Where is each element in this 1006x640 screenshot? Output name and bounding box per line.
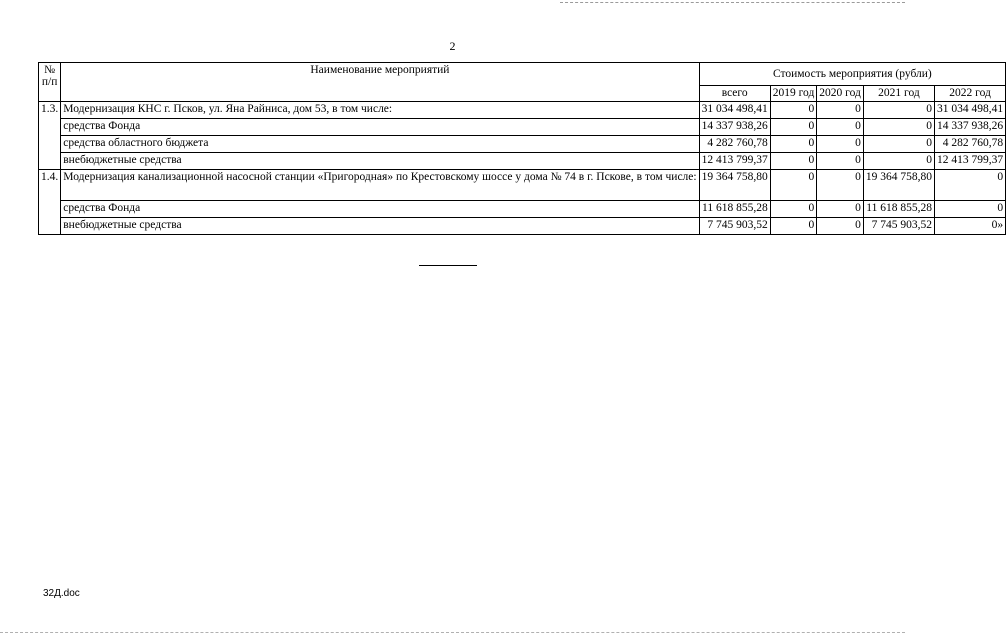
cell-2022: 31 034 498,41 — [935, 102, 1006, 119]
cell-2020: 0 — [817, 201, 864, 218]
cell-total: 4 282 760,78 — [699, 136, 770, 153]
cell-total: 7 745 903,52 — [699, 218, 770, 235]
table-row — [39, 136, 1006, 153]
header-num: № п/п — [39, 63, 61, 102]
row-name: средства областного бюджета — [61, 136, 699, 153]
end-divider — [419, 265, 477, 266]
row-name: внебюджетные средства — [61, 218, 699, 235]
page-number: 2 — [449, 39, 456, 53]
cell-2019: 0 — [770, 119, 817, 136]
cell-2020: 0 — [817, 136, 864, 153]
row-name: средства Фонда — [61, 201, 699, 218]
cell-total: 14 337 938,26 — [699, 119, 770, 136]
cell-2022: 4 282 760,78 — [935, 136, 1006, 153]
scan-edge-bottom — [0, 632, 905, 633]
scan-edge-top — [560, 2, 905, 3]
cell-2022: 12 413 799,37 — [935, 153, 1006, 170]
table-row — [39, 102, 1006, 119]
cell-2021: 11 618 855,28 — [863, 201, 934, 218]
table-row — [39, 153, 1006, 170]
cell-2022: 14 337 938,26 — [935, 119, 1006, 136]
row-name: средства Фонда — [61, 119, 699, 136]
row-name: внебюджетные средства — [61, 153, 699, 170]
header-col-2021: 2021 год — [863, 86, 934, 102]
cell-2022: 0 — [935, 170, 1006, 201]
footer-filename: 32Д.doc — [43, 588, 80, 599]
header-col-2022: 2022 год — [935, 86, 1006, 102]
header-col-2020: 2020 год — [817, 86, 864, 102]
cell-2021: 0 — [863, 102, 934, 119]
table-row — [39, 119, 1006, 136]
cell-total: 12 413 799,37 — [699, 153, 770, 170]
cell-2020: 0 — [817, 119, 864, 136]
cell-2019: 0 — [770, 170, 817, 201]
cell-2020: 0 — [817, 218, 864, 235]
cell-2021: 19 364 758,80 — [863, 170, 934, 201]
row-num: 1.4. — [39, 170, 61, 235]
header-col-total: всего — [699, 86, 770, 102]
row-name: Модернизация канализационной насосной станции «Пригородная» по Крестовскому шоссе у дома № 74 в г. Пскове, в том числе: — [61, 170, 699, 201]
cell-total: 19 364 758,80 — [699, 170, 770, 201]
cell-2019: 0 — [770, 102, 817, 119]
cell-2022: 0» — [935, 218, 1006, 235]
cell-2019: 0 — [770, 218, 817, 235]
cell-2019: 0 — [770, 201, 817, 218]
cell-2021: 7 745 903,52 — [863, 218, 934, 235]
table-row — [39, 170, 1006, 201]
cell-2022: 0 — [935, 201, 1006, 218]
cell-2021: 0 — [863, 136, 934, 153]
row-num: 1.3. — [39, 102, 61, 170]
cell-total: 31 034 498,41 — [699, 102, 770, 119]
row-name: Модернизация КНС г. Псков, ул. Яна Райниса, дом 53, в том числе: — [61, 102, 699, 119]
cell-2020: 0 — [817, 102, 864, 119]
cost-table — [38, 62, 1006, 235]
cell-2020: 0 — [817, 153, 864, 170]
cell-2021: 0 — [863, 153, 934, 170]
cell-2019: 0 — [770, 136, 817, 153]
cell-2021: 0 — [863, 119, 934, 136]
header-cost-group: Стоимость мероприятия (рубли) — [699, 63, 1006, 86]
cell-total: 11 618 855,28 — [699, 201, 770, 218]
table-row — [39, 201, 1006, 218]
cell-2019: 0 — [770, 153, 817, 170]
header-name: Наименование мероприятий — [61, 63, 699, 102]
header-col-2019: 2019 год — [770, 86, 817, 102]
cell-2020: 0 — [817, 170, 864, 201]
table-row — [39, 218, 1006, 235]
